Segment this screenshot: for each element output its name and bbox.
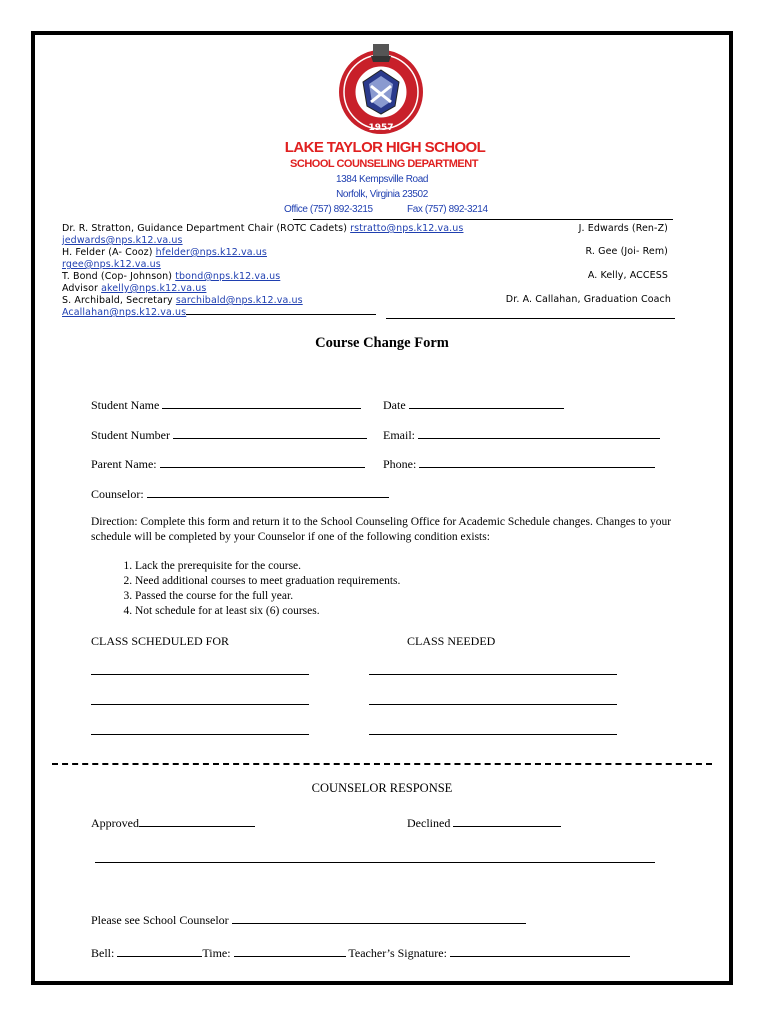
class-needed-line[interactable] — [369, 704, 617, 705]
counselor-field[interactable] — [91, 486, 389, 502]
header-divider-bottom — [386, 318, 675, 319]
office-phone: Office (757) 892-3215 — [284, 204, 373, 215]
condition-item: 1. Lack the prerequisite for the course. — [135, 559, 651, 574]
bell-time-signature-row — [91, 945, 630, 961]
staff-line: H. Felder (A- Cooz) hfelder@nps.k12.va.us — [62, 247, 267, 258]
response-notes-line[interactable] — [95, 862, 655, 863]
email-link[interactable]: jedwards@nps.k12.va.us — [62, 235, 183, 246]
approved-field[interactable] — [91, 815, 255, 831]
date-label: Date — [383, 398, 406, 412]
condition-item: 2. Need additional courses to meet graduation requirements. — [135, 574, 651, 589]
phone-field[interactable] — [383, 456, 655, 472]
email-link[interactable]: Acallahan@nps.k12.va.us — [62, 307, 187, 318]
see-counselor-label: Please see School Counselor — [91, 913, 229, 927]
time-label: Time: — [202, 946, 231, 960]
class-scheduled-header: CLASS SCHEDULED FOR — [91, 634, 230, 648]
declined-field[interactable] — [407, 815, 561, 831]
staff-callahan: Dr. A. Callahan, Graduation Coach — [505, 294, 671, 305]
staff-kelly: A. Kelly, ACCESS — [587, 270, 668, 281]
time-input-line[interactable] — [234, 945, 346, 957]
class-needed-header: CLASS NEEDED — [407, 634, 496, 648]
cut-line — [52, 763, 712, 765]
class-scheduled-line[interactable] — [91, 704, 309, 705]
signature-input-line[interactable] — [450, 945, 630, 957]
conditions-list — [91, 559, 651, 619]
staff-edwards: J. Edwards (Ren-Z) — [578, 223, 668, 234]
approved-label: Approved — [91, 816, 139, 830]
phone-label: Phone: — [383, 457, 417, 471]
bell-label: Bell: — [91, 946, 115, 960]
class-scheduled-line[interactable] — [91, 734, 309, 735]
header-divider-top — [293, 219, 673, 220]
staff-line — [62, 235, 463, 247]
class-needed-line[interactable] — [369, 674, 617, 675]
form-title: Course Change Form — [315, 335, 449, 351]
email-link[interactable]: akelly@nps.k12.va.us — [101, 283, 207, 294]
email-label: Email: — [383, 428, 415, 442]
address-line-1: 1384 Kempsville Road — [335, 174, 429, 185]
student-number-field[interactable] — [91, 427, 367, 443]
staff-line: Dr. R. Stratton, Guidance Department Chair (ROTC Cadets) rstratto@nps.k12.va.us — [62, 223, 464, 234]
email-field[interactable] — [383, 427, 660, 443]
email-link[interactable]: hfelder@nps.k12.va.us — [155, 247, 267, 258]
school-name: LAKE TAYLOR HIGH SCHOOL — [284, 139, 486, 156]
condition-item: 3. Passed the course for the full year. — [135, 589, 651, 604]
email-link[interactable]: sarchibald@nps.k12.va.us — [175, 295, 303, 306]
email-link[interactable]: rgee@nps.k12.va.us — [62, 259, 161, 270]
student-name-field[interactable] — [91, 397, 361, 413]
staff-line: T. Bond (Cop- Johnson) tbond@nps.k12.va.us — [62, 271, 281, 282]
counselor-label: Counselor: — [91, 487, 144, 501]
student-name-label: Student Name — [91, 398, 160, 412]
student-number-label: Student Number — [91, 428, 170, 442]
date-field[interactable] — [383, 397, 564, 413]
declined-label: Declined — [407, 816, 451, 830]
address-line-2: Norfolk, Virginia 23502 — [336, 189, 428, 200]
school-seal-logo — [333, 40, 429, 136]
staff-gee: R. Gee (Joi- Rem) — [585, 246, 668, 257]
staff-line: S. Archibald, Secretary sarchibald@nps.k12.va.us — [62, 295, 303, 306]
email-link[interactable]: rstratto@nps.k12.va.us — [350, 223, 464, 234]
see-counselor-field[interactable] — [91, 912, 526, 928]
signature-label: Teacher’s Signature: — [348, 946, 447, 960]
counselor-response-title: COUNSELOR RESPONSE — [311, 781, 453, 795]
parent-name-field[interactable] — [91, 456, 365, 472]
direction-text: Direction: Complete this form and return it to the School Counseling Office for Academic Schedule changes. Changes to your schedule will be completed by your Counselor if one of the following condition exists: — [91, 516, 672, 543]
class-scheduled-line[interactable] — [91, 674, 309, 675]
staff-list-left — [62, 223, 463, 319]
fax-number: Fax (757) 892-3214 — [407, 204, 488, 215]
parent-name-label: Parent Name: — [91, 457, 157, 471]
email-link[interactable]: tbond@nps.k12.va.us — [175, 271, 281, 282]
staff-line: Advisor akelly@nps.k12.va.us — [62, 283, 207, 294]
class-needed-line[interactable] — [369, 734, 617, 735]
condition-item: 4. Not schedule for at least six (6) courses. — [135, 604, 651, 619]
svg-text:1957: 1957 — [368, 123, 394, 133]
bell-input-line[interactable] — [117, 945, 202, 957]
staff-line — [62, 259, 463, 271]
department-name: SCHOOL COUNSELING DEPARTMENT — [290, 158, 478, 170]
